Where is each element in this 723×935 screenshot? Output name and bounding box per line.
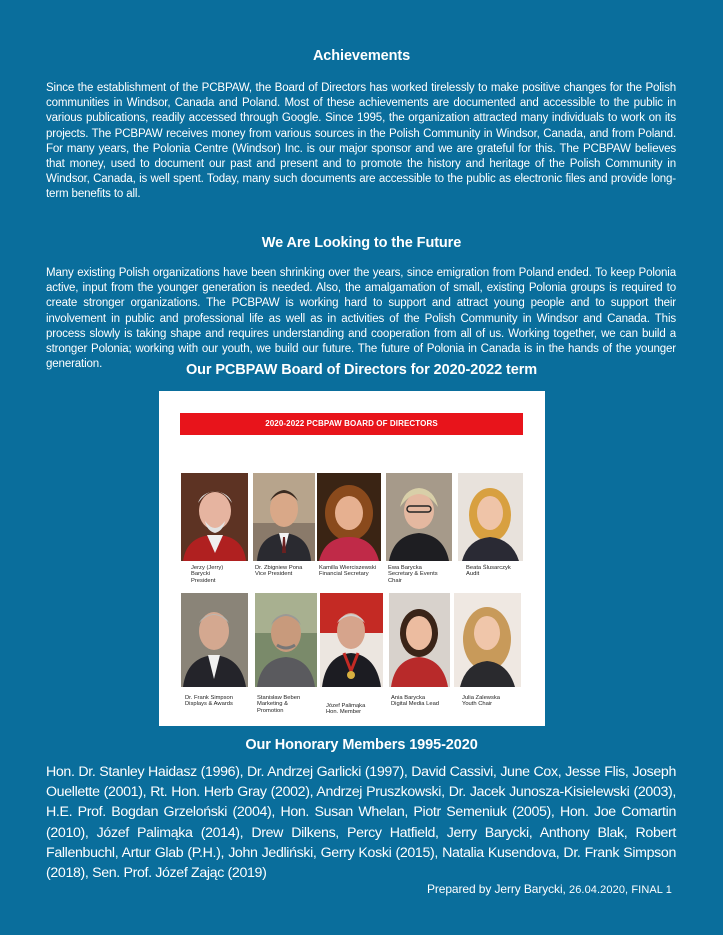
portrait-photo (389, 593, 450, 687)
portrait-photo (458, 473, 523, 561)
portrait-photo (386, 473, 452, 561)
board-banner: 2020-2022 PCBPAW BOARD OF DIRECTORS (180, 413, 523, 435)
member-caption: Dr. Zbigniew Pona Vice President (255, 565, 303, 578)
member-caption: Stanisław Beben Marketing & Promotion (257, 695, 301, 714)
member-caption: Ania Barycka Digital Media Lead (391, 695, 440, 708)
portrait-photo (181, 593, 248, 687)
future-heading: We Are Looking to the Future (261, 235, 462, 251)
member-caption: Jerzy (Jerry) Barycki President (191, 565, 224, 584)
member-caption: Dr. Frank Simpson Displays & Awards (185, 695, 233, 708)
future-paragraph: Many existing Polish organizations have been shrinking over the years, since emigration from Poland ended. To keep Polonia active, input from the younger generation is needed. Also, the amalgamation of small, existing Polonia groups is required to create stronger organizations. The PCBPAW is working hard to support and attract young people and to support their involvement in public and professional life as well as in activities of the Polish Community in Windsor and Canada. This process slowly is taking shape and requires understanding and cooperation from all of us. Working together, we can build a stronger Polonia; working with our youth, we build our future. The future of Polonia in Canada is in the hands of the younger generation. (46, 267, 676, 371)
member-caption: Beata Ślusarczyk Audit (466, 565, 511, 578)
achievements-heading: Achievements (312, 48, 411, 64)
member-caption: Kamilla Wierciszewski Financial Secretary (319, 565, 377, 578)
portrait-photo (253, 473, 315, 561)
prepared-by-footer (427, 882, 672, 896)
honorary-heading: Our Honorary Members 1995-2020 (245, 737, 478, 753)
member-caption: Julia Zalewska Youth Chair (462, 695, 501, 708)
portrait-photo (320, 593, 383, 687)
portrait-photo (255, 593, 317, 687)
prepared-date: 26.04.2020, FINAL 1 (568, 884, 672, 896)
portrait-photo (317, 473, 381, 561)
portrait-photo (181, 473, 248, 561)
member-caption: Ewa Barycka Secretary & Events Chair (388, 565, 438, 584)
honorary-members-paragraph: Hon. Dr. Stanley Haidasz (1996), Dr. Andrzej Garlicki (1997), David Cassivi, June Cox, Jesse Flis, Joseph Ouellette (2001), Rt. Hon. Herb Gray (2002), Andrzej Pruszkowski, Dr. Jacek Junosza-Kisielewski (2003), H.E. Prof. Bogdan Grzeloński (2004), Hon. Susan Whelan, Piotr Semeniuk (2005), Hon. Joe Comartin (2010), Józef Palimąka (2014), Drew Dilkens, Percy Hatfield, Jerry Barycki, Anthony Blak, Robert Fallenbuchl, Artur Glab (P.H.), John Jedliński, Gerry Koski (2015), Natalia Kusendova, Dr. Frank Simpson (2018), Sen. Prof. Józef Zając (2019) (46, 764, 676, 882)
board-of-directors-image (159, 391, 545, 726)
member-caption: Józef Palimąka Hon. Member (326, 703, 366, 716)
portrait-photo (454, 593, 521, 687)
prepared-by-text: Prepared by Jerry Barycki, (426, 882, 569, 896)
achievements-paragraph: Since the establishment of the PCBPAW, the Board of Directors has worked tirelessly to make positive changes for the Polish communities in Windsor, Canada and Poland. Most of these achievements are documented and accessible to the public in various publications, readily accessed through Google. Since 1995, the organization attracted many individuals to work on its projects. The PCBPAW receives money from various sources in the Polish Community in Windsor, Canada, and from Poland. For many years, the Polonia Centre (Windsor) Inc. is our major sponsor and we are grateful for this. The PCBPAW believes that money, used to document our past and present and to promote the history and heritage of the Polish Community in Windsor, Canada, is well spent. Today, many such documents are accessible to the public as electronic files and provide long-term benefits to all. (46, 82, 676, 201)
board-heading: Our PCBPAW Board of Directors for 2020-2022 term (185, 362, 538, 378)
